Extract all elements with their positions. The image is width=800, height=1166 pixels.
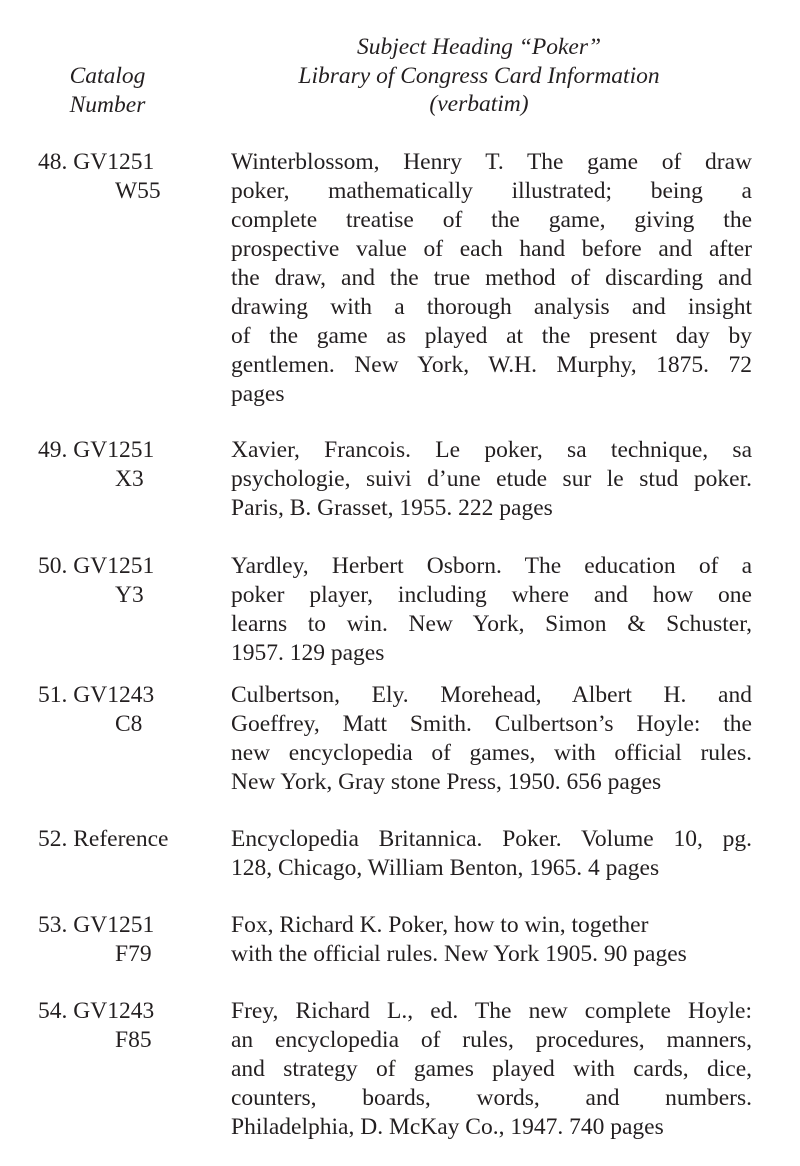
description-line: prospective value of each hand before and after <box>231 236 752 262</box>
catalog-number <box>38 148 228 206</box>
description-line: New York, Gray stone Press, 1950. 656 pages <box>231 769 662 795</box>
header-line: (verbatim) <box>429 91 529 117</box>
catalog-number <box>38 681 228 739</box>
entry-number: 51. <box>38 682 68 708</box>
card-description <box>231 552 752 668</box>
description-line: of the game as played at the present day by <box>231 323 752 349</box>
description-line: with the official rules. New York 1905. 90 pages <box>231 941 687 967</box>
card-description <box>231 997 752 1142</box>
entry-number: 53. <box>38 912 68 938</box>
header-line: Number <box>69 91 146 118</box>
catalog-number <box>38 552 228 610</box>
call-number-cutter: F79 <box>115 941 152 967</box>
call-number-cutter: F85 <box>115 1027 152 1053</box>
description-line: Yardley, Herbert Osborn. The education of a <box>231 553 752 579</box>
description-line: 128, Chicago, William Benton, 1965. 4 pages <box>231 855 660 881</box>
card-description <box>231 148 752 409</box>
description-line: Paris, B. Grasset, 1955. 222 pages <box>231 495 553 521</box>
description-line: poker, mathematically illustrated; being a <box>231 178 752 204</box>
description-line: Xavier, Francois. Le poker, sa technique, sa <box>231 437 752 463</box>
description-line: an encyclopedia of rules, procedures, manners, <box>231 1027 752 1053</box>
description-line: Encyclopedia Britannica. Poker. Volume 10, pg. <box>231 826 752 852</box>
call-number: Reference <box>73 826 169 852</box>
description-line: Culbertson, Ely. Morehead, Albert H. and <box>231 682 752 708</box>
description-line: Goeffrey, Matt Smith. Culbertson’s Hoyle: the <box>231 711 752 737</box>
description-line: Frey, Richard L., ed. The new complete Hoyle: <box>231 998 752 1024</box>
description-line: learns to win. New York, Simon & Schuster, <box>231 611 752 637</box>
card-description <box>231 681 752 797</box>
call-number: GV1251 <box>73 912 155 938</box>
call-number-cutter: X3 <box>115 466 144 492</box>
catalog-number <box>38 825 228 854</box>
card-description <box>231 436 752 523</box>
description-line: psychologie, suivi d’une etude sur le stud poker. <box>231 466 752 492</box>
call-number: GV1243 <box>73 998 155 1024</box>
header-line: Catalog <box>69 63 146 89</box>
call-number: GV1243 <box>73 682 155 708</box>
description-line: 1957. 129 pages <box>231 640 385 666</box>
entry-number: 52. <box>38 826 68 852</box>
card-description <box>231 911 752 969</box>
description-line: the draw, and the true method of discarding and <box>231 265 752 291</box>
description-line: drawing with a thorough analysis and insight <box>231 294 752 320</box>
catalog-number-header <box>20 62 195 119</box>
call-number: GV1251 <box>73 149 155 175</box>
catalog-number <box>38 911 228 969</box>
description-line: new encyclopedia of games, with official rules. <box>231 740 752 766</box>
entry-number: 50. <box>38 553 68 579</box>
description-line: poker player, including where and how one <box>231 582 752 608</box>
description-line: counters, boards, words, and numbers. <box>231 1085 752 1111</box>
description-line: complete treatise of the game, giving the <box>231 207 752 233</box>
description-line: gentlemen. New York, W.H. Murphy, 1875. 72 <box>231 352 752 378</box>
description-line: Winterblossom, Henry T. The game of draw <box>231 149 752 175</box>
description-line: Philadelphia, D. McKay Co., 1947. 740 pages <box>231 1114 664 1140</box>
entry-number: 48. <box>38 149 68 175</box>
entry-number: 54. <box>38 998 68 1024</box>
subject-heading-header <box>205 33 753 119</box>
header-line: Subject Heading “Poker” <box>356 34 602 60</box>
entry-number: 49. <box>38 437 68 463</box>
call-number-cutter: W55 <box>115 178 161 204</box>
description-line: Fox, Richard K. Poker, how to win, together <box>231 912 649 938</box>
catalog-number <box>38 436 228 494</box>
header-line: Library of Congress Card Information <box>298 62 660 89</box>
call-number: GV1251 <box>73 437 155 463</box>
call-number-cutter: Y3 <box>115 582 144 608</box>
card-description <box>231 825 752 883</box>
call-number-cutter: C8 <box>115 711 143 737</box>
description-line: pages <box>231 381 285 407</box>
call-number: GV1251 <box>73 553 155 579</box>
description-line: and strategy of games played with cards, dice, <box>231 1056 752 1082</box>
catalog-number <box>38 997 228 1055</box>
